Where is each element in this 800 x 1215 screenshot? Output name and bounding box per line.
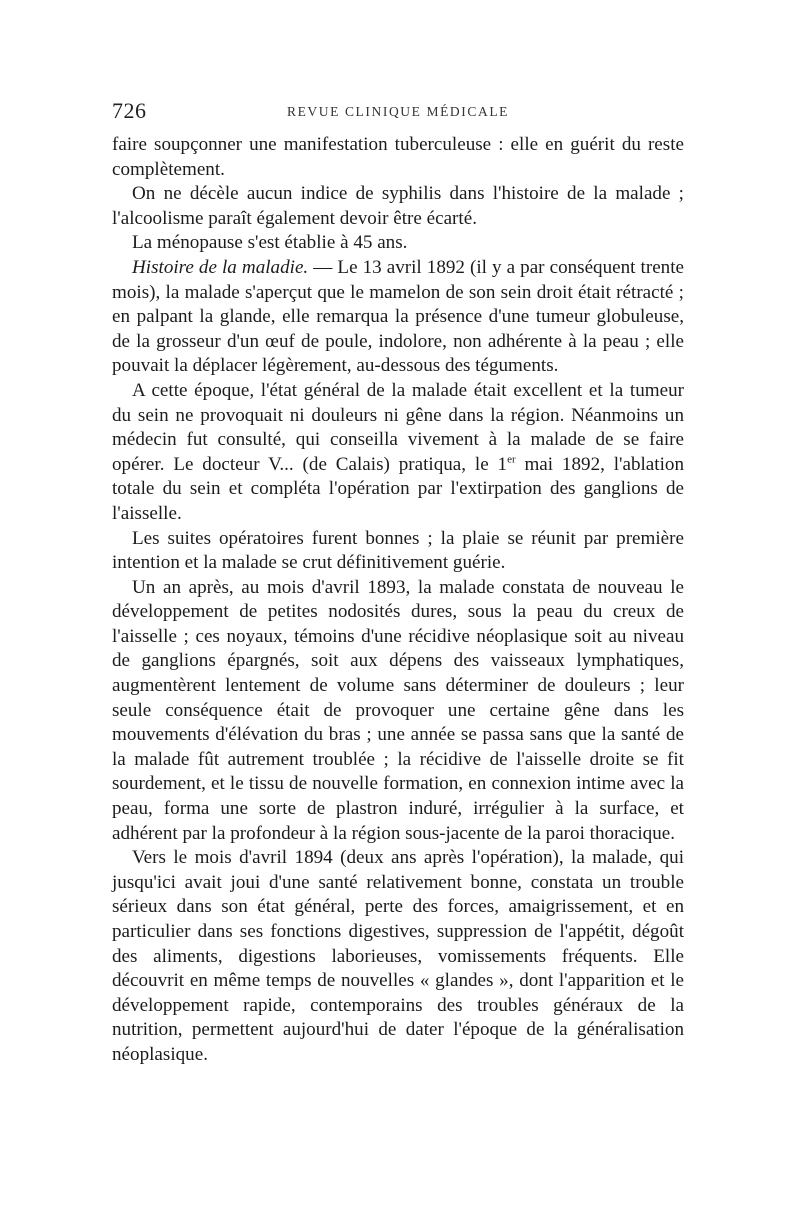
running-head: REVUE CLINIQUE MÉDICALE [286, 104, 510, 119]
page-header [112, 98, 684, 128]
paragraph-7: Un an après, au mois d'avril 1893, la malade constata de nouveau le développement de petites nodosités dures, sous la peau du creux de l'aisselle ; ces noyaux, témoins d'une récidive néoplasique soit au niveau de ganglions épargnés, soit aux dépens des vaisseaux lymphatiques, augmentèrent lentement de volume sans déterminer de douleurs ; leur seule conséquence était de provoquer une certaine gêne dans les mouvements d'élévation du bras ; une année se passa sans que la santé de la malade fût autrement troublée ; la récidive de l'aisselle droite se fit sourdement, et le tissu de nouvelle formation, en connexion intime avec la peau, forma une sorte de plastron induré, irrégulier à la surface, et adhérent par la profondeur à la région sous-jacente de la paroi thoracique. [112, 576, 684, 844]
paragraph-5-text-b: mai 1892, l'ablation totale du sein et compléta l'opération par l'extirpation des ganglions de l'aisselle. [112, 453, 684, 524]
body-text [112, 133, 684, 1068]
paragraph-5 [112, 379, 684, 527]
paragraph-2: On ne décèle aucun indice de syphilis dans l'histoire de la malade ; l'alcoolisme paraît également devoir être écarté. [112, 183, 684, 229]
section-heading-histoire: Histoire de la maladie. [132, 256, 309, 278]
paragraph-5-text-a: A cette époque, l'état général de la malade était excellent et la tumeur du sein ne provoquait ni douleurs ni gêne dans la région. Néanmoins un médecin fut consulté, qui conseilla vivement à la malade de se faire opérer. Le docteur V... (de Calais) pratiqua, le 1 [112, 379, 684, 475]
paragraph-4 [112, 256, 684, 379]
paragraph-6: Les suites opératoires furent bonnes ; la plaie se réunit par première intention et la malade se crut définitivement guérie. [112, 527, 684, 574]
ordinal-superscript: er [507, 453, 516, 466]
paragraph-4-text: — Le 13 avril 1892 (il y a par conséquent trente mois), la malade s'aperçut que le mamelon de son sein droit était rétracté ; en palpant la glande, elle remarqua la présence d'une tumeur globuleuse, de la grosseur d'un œuf de poule, indolore, non adhérente à la peau ; elle pouvait la déplacer légèrement, au-dessous des téguments. [112, 256, 684, 377]
paragraph-3: La ménopause s'est établie à 45 ans. [132, 232, 408, 254]
paragraph-1: faire soupçonner une manifestation tuberculeuse : elle en guérit du reste complètement. [112, 134, 684, 180]
page-number: 726 [112, 98, 147, 123]
paragraph-8: Vers le mois d'avril 1894 (deux ans après l'opération), la malade, qui jusqu'ici avait joui d'une santé relativement bonne, constata un trouble sérieux dans son état général, perte des forces, amaigrissement, et en particulier dans ses fonctions digestives, suppression de l'appétit, dégoût des aliments, digestions laborieuses, vomissements fréquents. Elle découvrit en même temps de nouvelles « glandes », dont l'apparition et le développement rapide, contemporains des troubles généraux de la nutrition, permettent aujourd'hui de dater l'époque de la généralisation néoplasique. [112, 847, 684, 1065]
